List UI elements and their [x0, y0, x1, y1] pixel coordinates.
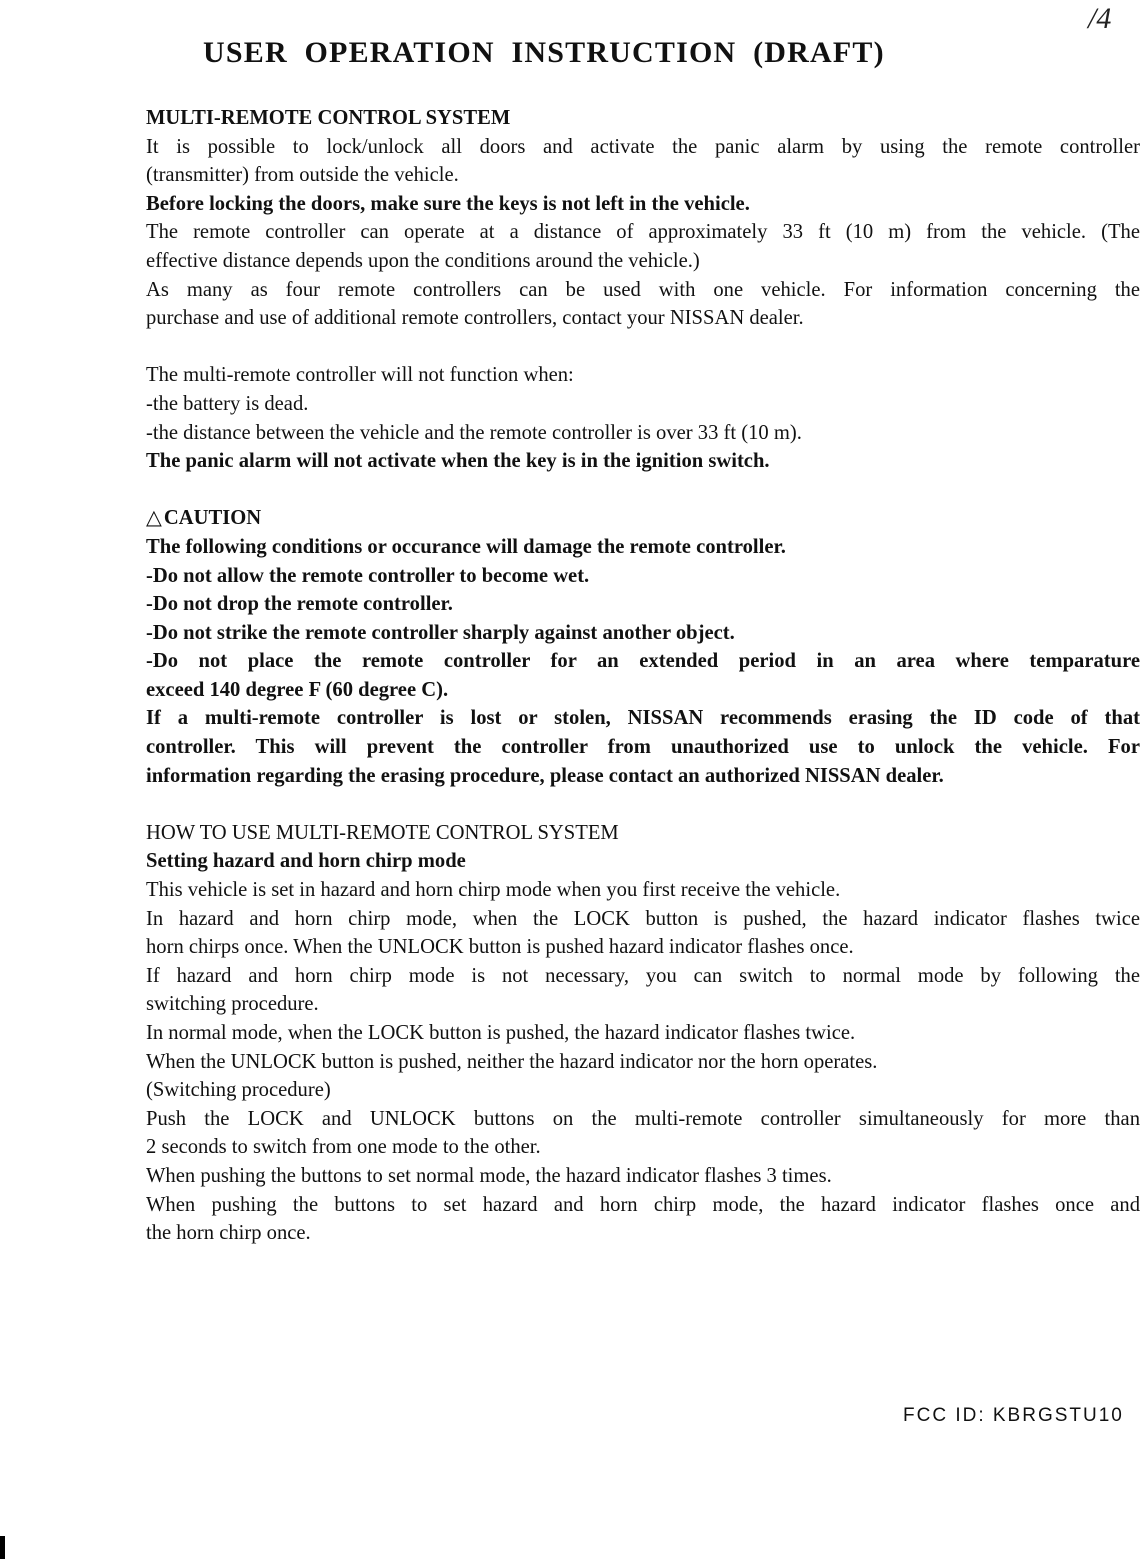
warning-line: Before locking the doors, make sure the keys is not left in the vehicle.	[146, 192, 750, 215]
paragraph-line: (transmitter) from outside the vehicle.	[146, 164, 459, 187]
list-item: -the battery is dead.	[146, 392, 309, 415]
caution-line: -Do not drop the remote controller.	[146, 593, 453, 616]
warning-triangle-icon: △	[146, 507, 162, 530]
caution-line: controller. This will prevent the controller from unauthorized use to unlock the vehicle. For	[146, 736, 1140, 759]
subheading-hazard-horn: Setting hazard and horn chirp mode	[146, 850, 466, 873]
paragraph-line: As many as four remote controllers can be used with one vehicle. For information concerning the	[146, 278, 1140, 301]
page-title: USER OPERATION INSTRUCTION (DRAFT)	[203, 36, 885, 69]
paragraph-line: 2 seconds to switch from one mode to the other.	[146, 1136, 541, 1159]
paragraph-line: When the UNLOCK button is pushed, neither the hazard indicator nor the horn operates.	[146, 1050, 878, 1073]
caution-line: exceed 140 degree F (60 degree C).	[146, 678, 449, 701]
caution-line: If a multi-remote controller is lost or stolen, NISSAN recommends erasing the ID code of that	[146, 707, 1140, 730]
paragraph-line: the horn chirp once.	[146, 1222, 311, 1245]
paragraph-line: (Switching procedure)	[146, 1079, 331, 1102]
fcc-id-label: FCC ID: KBRGSTU10	[903, 1405, 1124, 1426]
caution-line: information regarding the erasing procedure, please contact an authorized NISSAN dealer.	[146, 764, 944, 787]
caution-heading-label: CAUTION	[163, 507, 262, 530]
paragraph-line: The remote controller can operate at a distance of approximately 33 ft (10 m) from the vehicle. (The	[146, 221, 1140, 244]
paragraph-line: purchase and use of additional remote controllers, contact your NISSAN dealer.	[146, 307, 804, 330]
paragraph-line: When pushing the buttons to set hazard and horn chirp mode, the hazard indicator flashes once and	[146, 1193, 1140, 1216]
paragraph-line: Push the LOCK and UNLOCK buttons on the multi-remote controller simultaneously for more than	[146, 1107, 1140, 1130]
caution-line: The following conditions or occurance will damage the remote controller.	[146, 535, 786, 558]
page-number-mark: /4	[1088, 2, 1112, 35]
caution-line: -Do not allow the remote controller to become wet.	[146, 564, 590, 587]
paragraph-line: The multi-remote controller will not function when:	[146, 364, 574, 387]
paragraph-line: When pushing the buttons to set normal mode, the hazard indicator flashes 3 times.	[146, 1164, 832, 1187]
section-heading-how-to-use: HOW TO USE MULTI-REMOTE CONTROL SYSTEM	[146, 821, 619, 844]
document-body	[146, 104, 1140, 1248]
spacer	[146, 476, 1140, 505]
paragraph-line: It is possible to lock/unlock all doors and activate the panic alarm by using the remote controller	[146, 135, 1140, 158]
paragraph-line: horn chirps once. When the UNLOCK button is pushed hazard indicator flashes once.	[146, 936, 854, 959]
scan-edge-mark	[0, 1536, 5, 1559]
paragraph-line: In normal mode, when the LOCK button is pushed, the hazard indicator flashes twice.	[146, 1022, 856, 1044]
paragraph-line: This vehicle is set in hazard and horn chirp mode when you first receive the vehicle.	[146, 879, 841, 902]
panic-alarm-note: The panic alarm will not activate when the key is in the ignition switch.	[146, 450, 770, 473]
paragraph-line: In hazard and horn chirp mode, when the LOCK button is pushed, the hazard indicator flashes twice	[146, 907, 1140, 930]
section-heading-multi-remote: MULTI-REMOTE CONTROL SYSTEM	[146, 107, 511, 129]
caution-line: -Do not strike the remote controller sharply against another object.	[146, 621, 735, 644]
paragraph-line: If hazard and horn chirp mode is not necessary, you can switch to normal mode by following the	[146, 964, 1140, 987]
spacer	[146, 790, 1140, 819]
list-item: -the distance between the vehicle and the remote controller is over 33 ft (10 m).	[146, 421, 802, 444]
paragraph-line: effective distance depends upon the conditions around the vehicle.)	[146, 249, 700, 272]
spacer	[146, 333, 1140, 362]
caution-heading	[146, 504, 1140, 533]
paragraph-line: switching procedure.	[146, 993, 319, 1016]
caution-line: -Do not place the remote controller for an extended period in an area where temparature	[146, 650, 1140, 673]
